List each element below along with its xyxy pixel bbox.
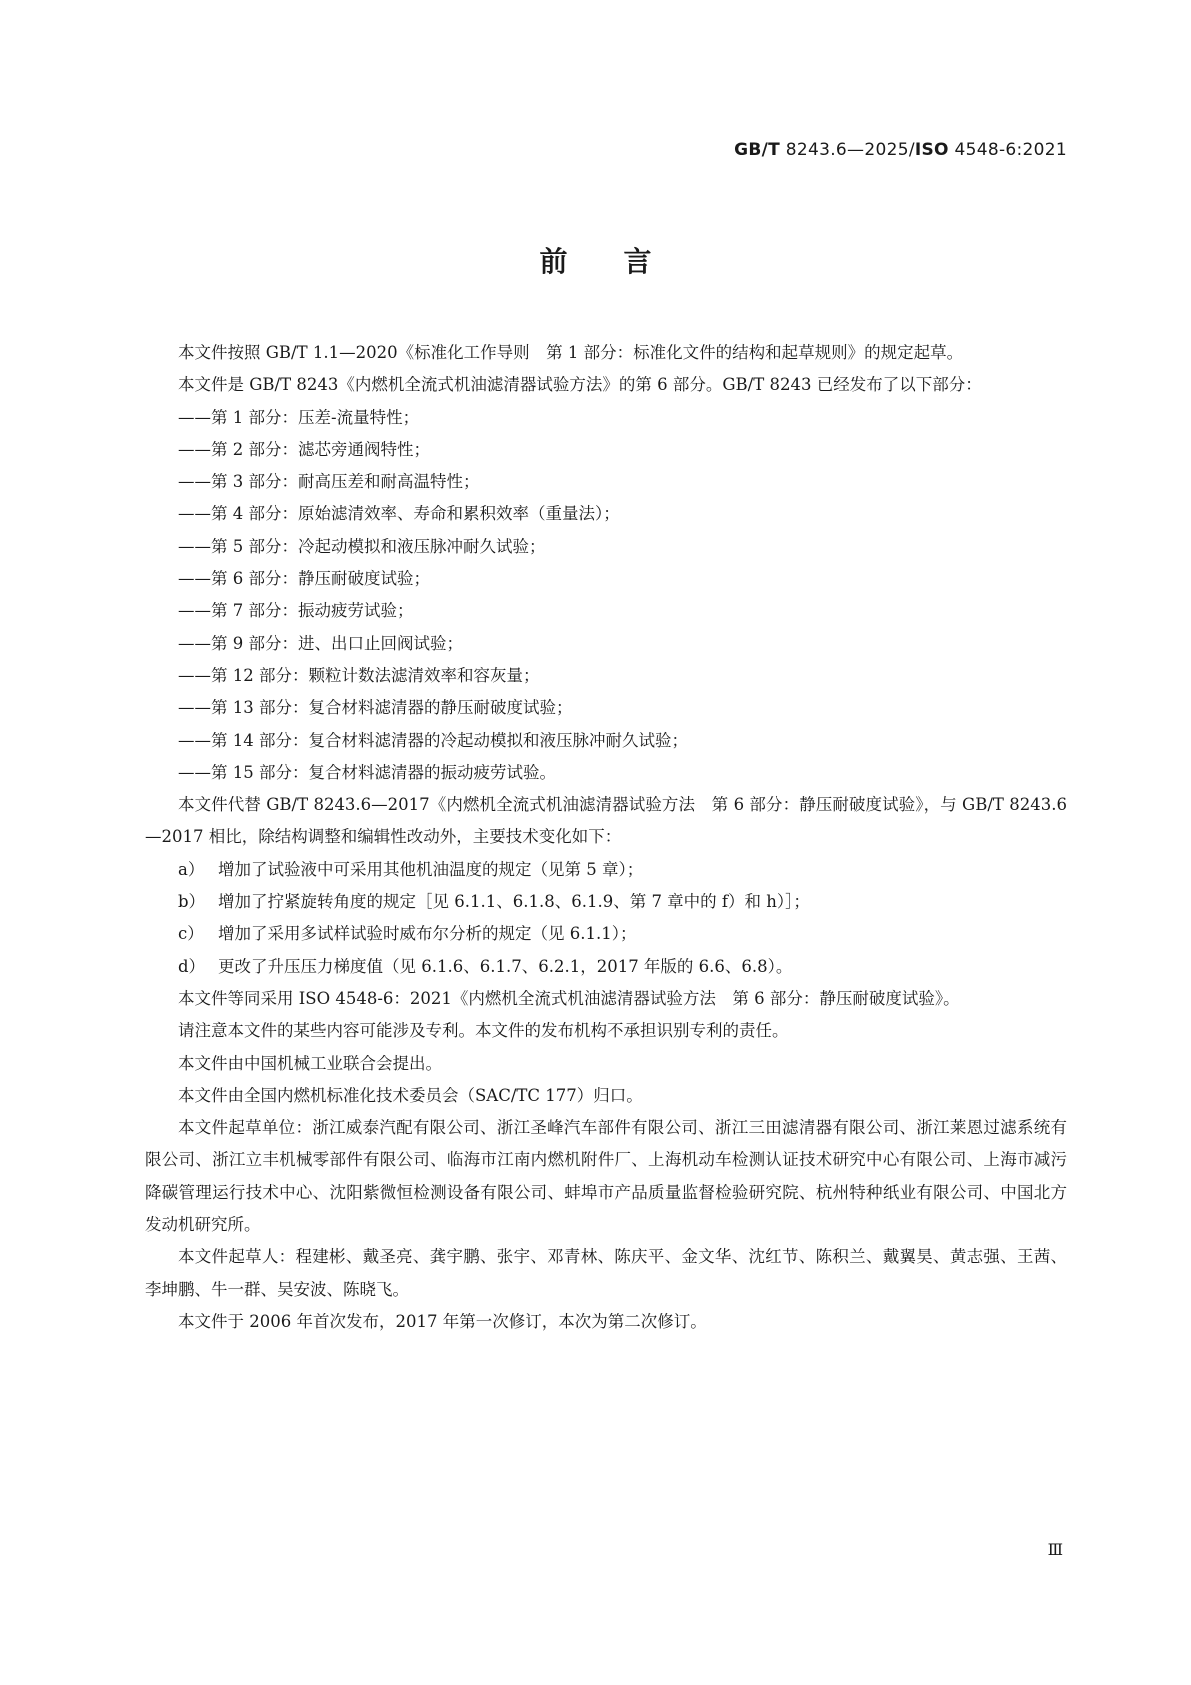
part-item: ——第 6 部分：静压耐破度试验；	[178, 569, 430, 589]
change-marker: b）	[178, 892, 206, 912]
part-item: ——第 15 部分：复合材料滤清器的振动疲劳试验。	[178, 762, 556, 782]
change-marker: d）	[178, 956, 206, 976]
history-paragraph: 本文件于 2006 年首次发布，2017 年第一次修订，本次为第二次修订。	[178, 1311, 707, 1331]
drafters-paragraph: 本文件起草人：程建彬、戴圣亮、龚宇鹏、张宇、邓青林、陈庆平、金文华、沈红节、陈积兰、戴翼昊、黄志强、王茜、李坤鹏、牛一群、吴安波、陈晓飞。	[145, 1247, 1067, 1299]
page-title: 前言	[539, 245, 708, 278]
series-paragraph: 本文件是 GB/T 8243《内燃机全流式机油滤清器试验方法》的第 6 部分。GB/T 8243 已经发布了以下部分：	[178, 375, 982, 395]
drafting-units-paragraph: 本文件起草单位：浙江威泰汽配有限公司、浙江圣峰汽车部件有限公司、浙江三田滤清器有限公司、浙江莱恩过滤系统有限公司、浙江立丰机械零部件有限公司、临海市江南内燃机附件厂、上海机动车检测认证技术研究中心有限公司、上海市减污降碳管理运行技术中心、沈阳紫微恒检测设备有限公司、蚌埠市产品质量监督检验研究院、杭州特种纸业有限公司、中国北方发动机研究所。	[145, 1118, 1067, 1235]
patent-notice-paragraph: 请注意本文件的某些内容可能涉及专利。本文件的发布机构不承担识别专利的责任。	[178, 1021, 789, 1041]
change-item	[145, 918, 1067, 950]
part-item: ——第 4 部分：原始滤清效率、寿命和累积效率（重量法）；	[178, 504, 620, 524]
change-marker: a）	[178, 859, 205, 879]
replacement-paragraph: 本文件代替 GB/T 8243.6—2017《内燃机全流式机油滤清器试验方法 第 6 部分：静压耐破度试验》，与 GB/T 8243.6—2017 相比，除结构调整和编辑性改动外，主要技术变化如下：	[145, 795, 1067, 847]
part-item: ——第 12 部分：颗粒计数法滤清效率和容灰量；	[178, 665, 540, 685]
part-item: ——第 2 部分：滤芯旁通阀特性；	[178, 439, 430, 459]
standard-code-header	[734, 140, 1067, 160]
part-item: ——第 14 部分：复合材料滤清器的冷起动模拟和液压脉冲耐久试验；	[178, 730, 688, 750]
change-item	[145, 951, 1067, 983]
part-item: ——第 9 部分：进、出口止回阀试验；	[178, 633, 463, 653]
iso-code: 4548-6:2021	[954, 140, 1067, 160]
parts-list	[145, 402, 1067, 790]
page-number: Ⅲ	[1047, 1540, 1063, 1559]
foreword-body	[145, 337, 1067, 1338]
change-text: 增加了拧紧旋转角度的规定［见 6.1.1、6.1.8、6.1.9、第 7 章中的 f）和 h）］；	[218, 892, 810, 912]
changes-list	[145, 854, 1067, 983]
change-marker: c）	[178, 924, 204, 944]
drafting-rules-paragraph: 本文件按照 GB/T 1.1—2020《标准化工作导则 第 1 部分：标准化文件的结构和起草规则》的规定起草。	[178, 343, 964, 362]
committee-paragraph: 本文件由全国内燃机标准化技术委员会（SAC/TC 177）归口。	[178, 1085, 643, 1105]
proposer-paragraph: 本文件由中国机械工业联合会提出。	[178, 1053, 442, 1073]
change-text: 增加了试验液中可采用其他机油温度的规定（见第 5 章）；	[218, 859, 644, 879]
gb-code: 8243.6—2025/	[785, 140, 915, 160]
part-item: ——第 3 部分：耐高压差和耐高温特性；	[178, 472, 480, 492]
adoption-paragraph: 本文件等同采用 ISO 4548-6：2021《内燃机全流式机油滤清器试验方法 第 6 部分：静压耐破度试验》。	[178, 988, 960, 1008]
change-item	[145, 854, 1067, 886]
part-item: ——第 13 部分：复合材料滤清器的静压耐破度试验；	[178, 698, 573, 718]
change-item	[145, 886, 1067, 918]
part-item: ——第 1 部分：压差-流量特性；	[178, 407, 420, 427]
part-item: ——第 5 部分：冷起动模拟和液压脉冲耐久试验；	[178, 536, 546, 556]
gb-prefix: GB/T	[734, 140, 781, 160]
change-text: 更改了升压压力梯度值（见 6.1.6、6.1.7、6.2.1，2017 年版的 6.6、6.8）。	[218, 956, 793, 976]
iso-prefix: ISO	[914, 140, 949, 160]
change-text: 增加了采用多试样试验时威布尔分析的规定（见 6.1.1）；	[218, 924, 637, 944]
part-item: ——第 7 部分：振动疲劳试验；	[178, 601, 414, 621]
